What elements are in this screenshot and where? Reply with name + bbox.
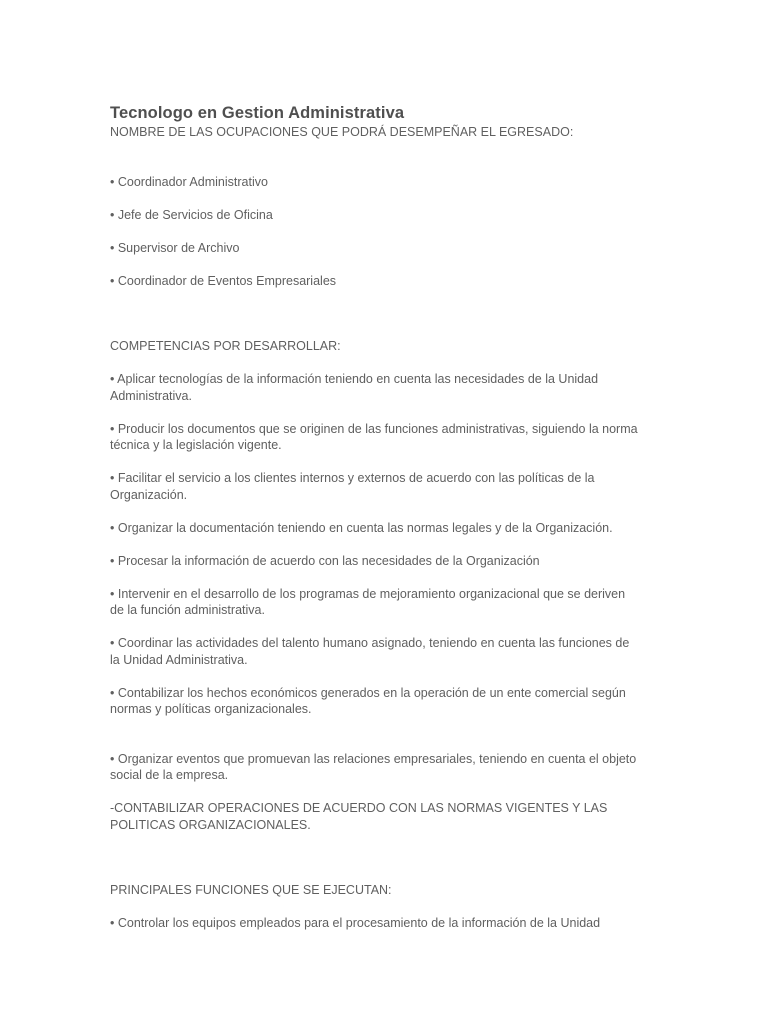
document-page	[110, 103, 670, 932]
list-item	[110, 470, 670, 503]
list-item	[110, 635, 670, 668]
occupations-heading: NOMBRE DE LAS OCUPACIONES QUE PODRÁ DESEMPEÑAR EL EGRESADO:	[110, 125, 574, 139]
list-item-line: normas y políticas organizacionales.	[110, 702, 312, 716]
list-item-line: • Contabilizar los hechos económicos generados en la operación de un ente comercial según	[110, 685, 626, 700]
list-item: • Jefe de Servicios de Oficina	[110, 207, 273, 222]
functions-list	[110, 915, 670, 932]
document-title: Tecnologo en Gestion Administrativa	[110, 104, 405, 122]
list-item	[110, 520, 670, 537]
list-item-line: • Organizar la documentación teniendo en cuenta las normas legales y de la Organización.	[110, 520, 613, 535]
list-item-line: Organización.	[110, 487, 188, 502]
occupations-list	[110, 174, 670, 290]
list-item-line: • Procesar la información de acuerdo con las necesidades de la Organización	[110, 553, 540, 568]
caps-statement	[110, 800, 670, 833]
list-item-line: Administrativa.	[110, 388, 192, 403]
list-item: • Supervisor de Archivo	[110, 240, 240, 255]
list-item	[110, 685, 670, 718]
functions-heading: PRINCIPALES FUNCIONES QUE SE EJECUTAN:	[110, 883, 392, 897]
list-item	[110, 586, 670, 619]
list-item-line: la Unidad Administrativa.	[110, 652, 248, 667]
list-item-line: • Controlar los equipos empleados para el procesamiento de la información de la Unidad	[110, 916, 601, 930]
list-item	[110, 915, 670, 932]
list-item-line: técnica y la legislación vigente.	[110, 438, 282, 452]
list-item: • Coordinador Administrativo	[110, 174, 268, 189]
competencies-heading: COMPETENCIAS POR DESARROLLAR:	[110, 339, 341, 353]
list-item	[110, 371, 670, 404]
list-item-line: • Intervenir en el desarrollo de los programas de mejoramiento organizacional que se deriven	[110, 586, 626, 601]
list-item	[110, 553, 670, 570]
list-item-line: • Coordinar las actividades del talento humano asignado, teniendo en cuenta las funciones de	[110, 636, 630, 650]
list-item	[110, 421, 670, 454]
list-item: • Coordinador de Eventos Empresariales	[110, 273, 337, 288]
list-item-line: social de la empresa.	[110, 768, 229, 782]
list-item-line: • Producir los documentos que se originen de las funciones administrativas, siguiendo la norma	[110, 421, 638, 436]
list-item-line: • Aplicar tecnologías de la información teniendo en cuenta las necesidades de la Unidad	[110, 372, 599, 386]
caps-statement-line: -CONTABILIZAR OPERACIONES DE ACUERDO CON LAS NORMAS VIGENTES Y LAS	[110, 801, 608, 815]
list-item	[110, 751, 670, 784]
list-item-line: • Organizar eventos que promuevan las relaciones empresariales, teniendo en cuenta el objeto	[110, 751, 637, 766]
list-item-line: • Facilitar el servicio a los clientes internos y externos de acuerdo con las políticas de la	[110, 471, 595, 485]
competencies-list	[110, 371, 670, 718]
caps-statement-line: POLITICAS ORGANIZACIONALES.	[110, 817, 311, 832]
list-item-line: de la función administrativa.	[110, 603, 265, 617]
